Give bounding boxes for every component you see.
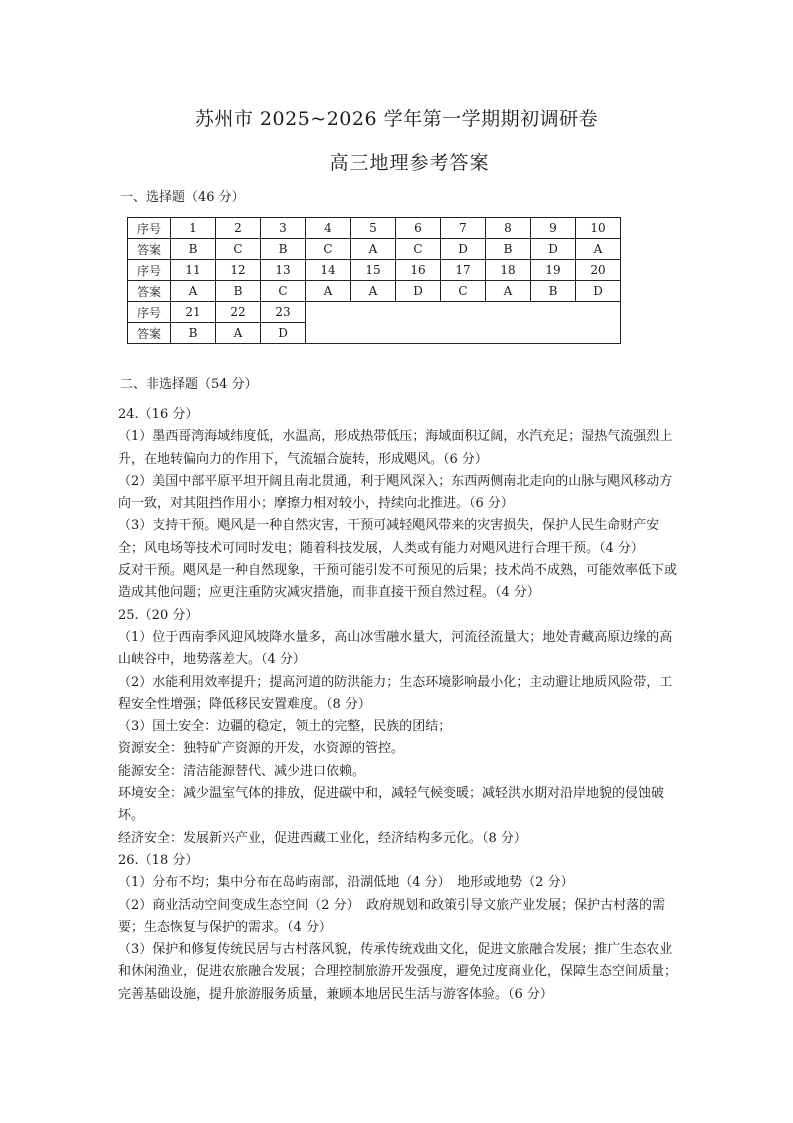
table-cell: C bbox=[261, 281, 306, 302]
table-cell: D bbox=[441, 239, 486, 260]
answer-paragraph: （3）保护和修复传统民居与古村落风貌，传承传统戏曲文化，促进文旅融合发展；推广生态农业和休闲渔业，促进农旅融合发展；合理控制旅游开发强度，避免过度商业化，保障生态空间质量；完善基础设施，提升旅游服务质量，兼顾本地居民生活与游客体验。（6 分） bbox=[118, 942, 678, 1002]
answer-paragraph: 反对干预。飓风是一种自然现象，干预可能引发不可预见的后果；技术尚不成熟，可能效率低下或造成其他问题；应更注重防灾减灾措施，而非直接干预自然过程。（4 分） bbox=[118, 563, 678, 601]
table-cell: C bbox=[441, 281, 486, 302]
answer-paragraph: （1）位于西南季风迎风坡降水量多，高山冰雪融水量大，河流径流量大；地处青藏高原边缘的高山峡谷中，地势落差大。（4 分） bbox=[118, 629, 673, 668]
document-title: 苏州市 2025~2026 学年第一学期期初调研卷 bbox=[194, 108, 599, 130]
table-cell: 5 bbox=[351, 218, 396, 239]
table-cell: 19 bbox=[531, 260, 576, 281]
table-empty-area bbox=[306, 302, 621, 344]
table-cell: D bbox=[576, 281, 621, 302]
table-cell: D bbox=[396, 281, 441, 302]
row-label-answer: 答案 bbox=[128, 239, 171, 260]
answer-paragraph: （1）分布不均；集中分布在岛屿南部，沿湖低地（4 分） 地形或地势（2 分） bbox=[118, 875, 574, 891]
document-subtitle: 高三地理参考答案 bbox=[329, 152, 490, 174]
answer-paragraph: （2）商业活动空间变成生态空间（2 分） 政府规划和政策引导文旅产业发展；保护古村落的需要；生态恢复与保护的需求。（4 分） bbox=[118, 897, 666, 935]
table-cell: 20 bbox=[576, 260, 621, 281]
table-cell: 16 bbox=[396, 260, 441, 281]
table-cell: 18 bbox=[486, 260, 531, 281]
table-cell: A bbox=[486, 281, 531, 302]
table-cell: 6 bbox=[396, 218, 441, 239]
table-cell: 1 bbox=[171, 218, 216, 239]
answer-paragraph: （2）水能利用效率提升；提高河道的防洪能力；生态环境影响最小化；主动避让地质风险带，工程安全性增强；降低移民安置难度。（8 分） bbox=[118, 674, 673, 712]
table-cell: B bbox=[261, 239, 306, 260]
table-cell: 7 bbox=[441, 218, 486, 239]
answer-paragraph: 资源安全：独特矿产资源的开发，水资源的管控。 bbox=[118, 741, 405, 757]
table-cell: A bbox=[351, 239, 396, 260]
table-cell: 3 bbox=[261, 218, 306, 239]
table-cell: A bbox=[576, 239, 621, 260]
section-heading-choice: 一、选择题（46 分） bbox=[120, 190, 245, 205]
answer-paragraph: （2）美国中部平原平坦开阔且南北贯通，利于飓风深入；东西两侧南北走向的山脉与飓风移动方向一致，对其阻挡作用小；摩擦力相对较小，持续向北推进。（6 分） bbox=[118, 473, 673, 512]
table-cell: 9 bbox=[531, 218, 576, 239]
table-cell: C bbox=[396, 239, 441, 260]
table-row bbox=[128, 302, 621, 323]
question-heading: 25.（20 分） bbox=[118, 607, 199, 623]
table-cell: 15 bbox=[351, 260, 396, 281]
row-label-number: 序号 bbox=[128, 218, 171, 239]
table-cell: 22 bbox=[216, 302, 261, 323]
question-heading: 24.（16 分） bbox=[118, 407, 199, 422]
answer-paragraph: 环境安全：减少温室气体的排放，促进碳中和，减轻气候变暖；减轻洪水期对沿岸地貌的侵蚀破坏。 bbox=[118, 786, 665, 824]
row-label-answer: 答案 bbox=[128, 281, 171, 302]
answer-paragraph: （3）国土安全：边疆的稳定，领土的完整，民族的团结； bbox=[118, 719, 452, 735]
table-row bbox=[128, 218, 621, 239]
table-cell: 14 bbox=[306, 260, 351, 281]
table-cell: 11 bbox=[171, 260, 216, 281]
table-cell: 8 bbox=[486, 218, 531, 239]
answer-paragraph: （3）支持干预。飓风是一种自然灾害，干预可减轻飓风带来的灾害损失，保护人民生命财产安全；风电场等技术可同时发电；随着科技发展，人类或有能力对飓风进行合理干预。（4 分） bbox=[118, 518, 660, 556]
table-cell: C bbox=[216, 239, 261, 260]
row-label-answer: 答案 bbox=[128, 323, 171, 344]
table-cell: A bbox=[351, 281, 396, 302]
table-row bbox=[128, 239, 621, 260]
answer-table bbox=[127, 217, 621, 344]
table-cell: A bbox=[171, 281, 216, 302]
table-cell: A bbox=[306, 281, 351, 302]
table-cell: 21 bbox=[171, 302, 216, 323]
table-cell: 12 bbox=[216, 260, 261, 281]
table-cell: 13 bbox=[261, 260, 306, 281]
table-cell: D bbox=[261, 323, 306, 344]
table-cell: 2 bbox=[216, 218, 261, 239]
table-cell: C bbox=[306, 239, 351, 260]
section-heading-nonchoice: 二、非选择题（54 分） bbox=[120, 377, 258, 392]
table-row bbox=[128, 260, 621, 281]
question-heading: 26.（18 分） bbox=[118, 852, 199, 868]
row-label-number: 序号 bbox=[128, 260, 171, 281]
table-cell: 17 bbox=[441, 260, 486, 281]
table-cell: B bbox=[171, 323, 216, 344]
table-cell: D bbox=[531, 239, 576, 260]
table-cell: 4 bbox=[306, 218, 351, 239]
table-cell: B bbox=[486, 239, 531, 260]
table-cell: A bbox=[216, 323, 261, 344]
answer-paragraph: 经济安全：发展新兴产业，促进西藏工业化，经济结构多元化。（8 分） bbox=[118, 830, 527, 846]
table-cell: 10 bbox=[576, 218, 621, 239]
table-row bbox=[128, 281, 621, 302]
answer-paragraph: （1）墨西哥湾海域纬度低，水温高，形成热带低压；海域面积辽阔，水汽充足；湿热气流强烈上升，在地转偏向力的作用下，气流辐合旋转，形成飓风。（6 分） bbox=[118, 429, 673, 467]
answers-body bbox=[118, 404, 680, 1006]
answer-paragraph: 能源安全：清洁能源替代、减少进口依赖。 bbox=[118, 763, 366, 779]
row-label-number: 序号 bbox=[128, 302, 171, 323]
table-cell: B bbox=[531, 281, 576, 302]
table-cell: B bbox=[216, 281, 261, 302]
table-cell: 23 bbox=[261, 302, 306, 323]
table-cell: B bbox=[171, 239, 216, 260]
